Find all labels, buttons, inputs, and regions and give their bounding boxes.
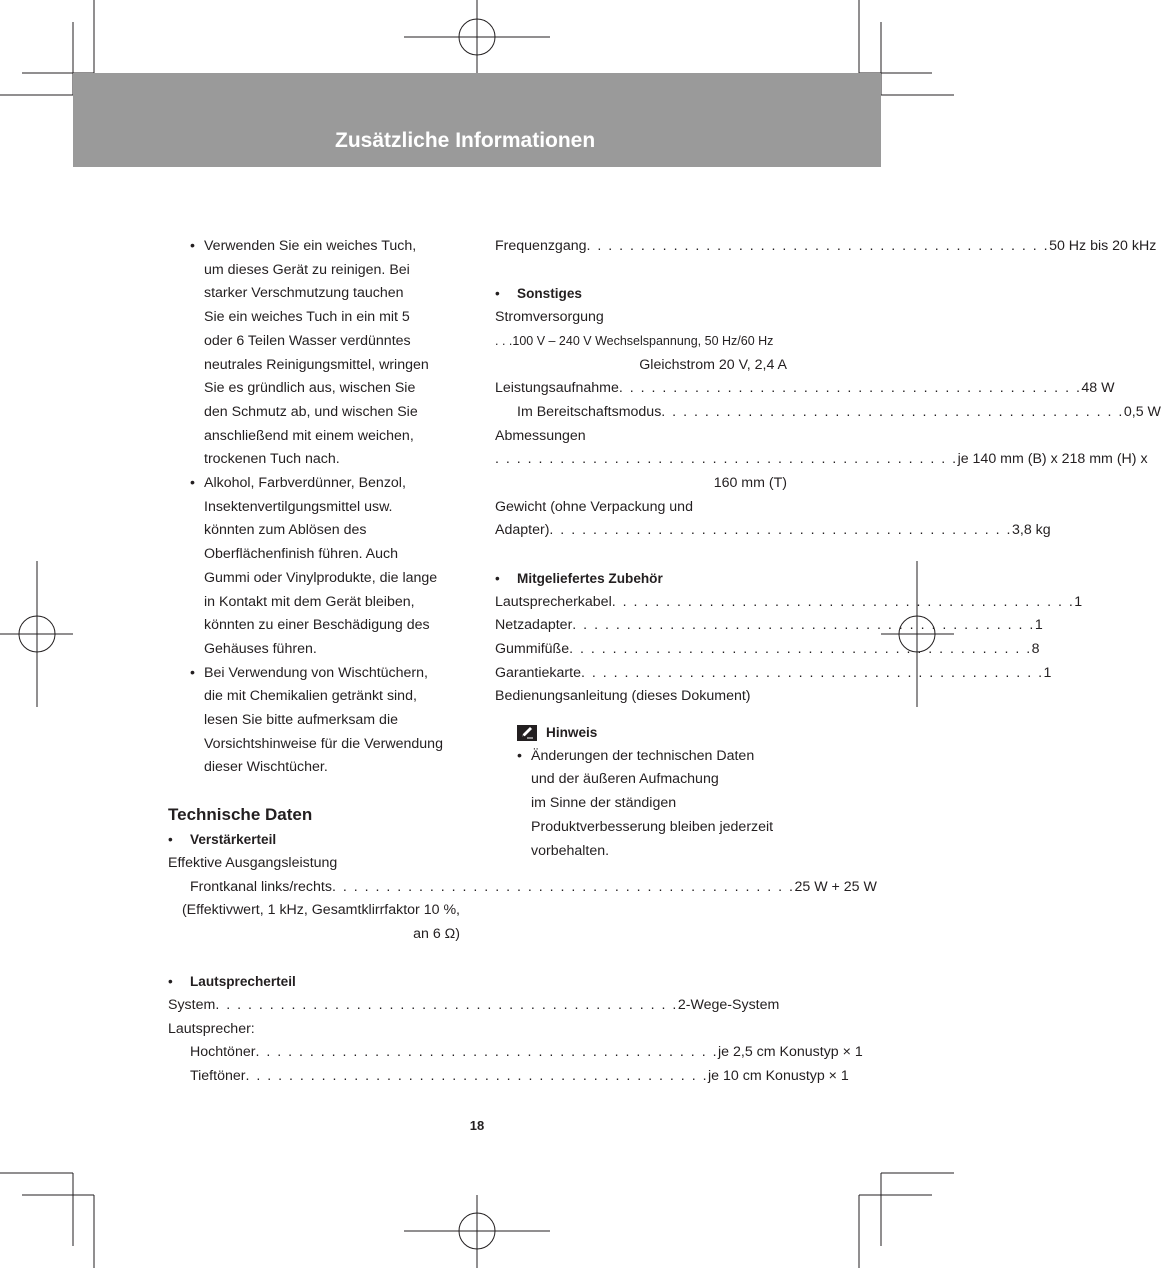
- bullet-dot: •: [517, 747, 522, 764]
- text-line: anschließend mit einem weichen,: [204, 427, 414, 444]
- front-channel-row: [168, 876, 877, 900]
- accessory-row: [495, 591, 1083, 615]
- cleaning-bullet-1: [168, 235, 460, 472]
- manual-line: Bedienungsanleitung (dieses Dokument): [495, 688, 751, 705]
- text-line: um dieses Gerät zu reinigen. Bei: [204, 261, 410, 278]
- spec-label: Frontkanal links/rechts: [190, 878, 332, 895]
- bullet-dot: •: [190, 238, 195, 254]
- spec-value: 25 W + 25 W: [794, 878, 877, 895]
- accessory-row: [495, 638, 1040, 662]
- spec-value: 3,8 kg: [1011, 522, 1051, 539]
- bullet-dot: •: [190, 475, 195, 492]
- text-line: neutrales Reinigungsmittel, wringen: [204, 356, 429, 373]
- spec-value: 2-Wege-System: [677, 997, 780, 1014]
- text-line: dieser Wischtücher.: [204, 759, 328, 776]
- power-supply-label: Stromversorgung: [495, 309, 604, 326]
- spec-label: Garantiekarte: [495, 664, 581, 681]
- spec-value: je 140 mm (B) x 218 mm (H) x: [957, 451, 1148, 468]
- weight-row: [495, 519, 1051, 543]
- text-line: die mit Chemikalien getränkt sind,: [204, 688, 417, 705]
- power-supply-value: . . .100 V – 240 V Wechselspannung, 50 Hz/60 Hz: [495, 333, 774, 348]
- leader-dots: . . . . . . . . . . . . . . . . . . . . . . . . . . . . . . . . . . . . . . . . . . .: [572, 617, 1035, 634]
- leader-dots: . . . . . . . . . . . . . . . . . . . . . . . . . . . . . . . . . . . . . . . . . . .: [255, 1044, 719, 1061]
- spec-label: Gummifüße: [495, 640, 570, 657]
- spec-value: 0,5 W: [1123, 403, 1161, 420]
- note-bullet: [495, 745, 787, 864]
- leader-dots: . . . . . . . . . . . . . . . . . . . . . . . . . . . . . . . . . . . . . . . . . . .: [331, 878, 795, 895]
- consumption-row: [495, 377, 1115, 401]
- front-condition-1: (Effektivwert, 1 kHz, Gesamtklirrfaktor 10 %,: [181, 902, 460, 919]
- spec-value: 50 Hz bis 20 kHz: [1049, 238, 1157, 254]
- misc-title: Sonstiges: [517, 286, 582, 302]
- spec-value: je 10 cm Konustyp × 1: [708, 1068, 849, 1085]
- bullet-dot: •: [168, 832, 173, 848]
- pencil-icon: [517, 725, 537, 741]
- text-line: Sie ein weiches Tuch in ein mit 5: [204, 309, 410, 326]
- header-banner: [73, 73, 881, 167]
- spec-label: Hochtöner: [190, 1044, 256, 1061]
- text-line: könnten zum Ablösen des: [204, 522, 367, 539]
- dc-value: Gleichstrom 20 V, 2,4 A: [639, 356, 787, 373]
- leader-dots: . . . . . . . . . . . . . . . . . . . . . . . . . . . . . . . . . . . . . . . . . . .: [215, 997, 678, 1014]
- speakers-label: Lautsprecher:: [168, 1020, 255, 1037]
- leader-dots: . . . . . . . . . . . . . . . . . . . . . . . . . . . . . . . . . . . . . . . . . . .: [495, 451, 958, 468]
- spec-label: Frequenzgang: [495, 238, 587, 254]
- leader-dots: . . . . . . . . . . . . . . . . . . . . . . . . . . . . . . . . . . . . . . . . . . .: [661, 403, 1124, 420]
- bullet-dot: •: [495, 286, 500, 302]
- note-heading: [517, 721, 787, 745]
- spec-label: Tieftöner: [190, 1068, 246, 1085]
- dimensions-value-2: 160 mm (T): [713, 475, 787, 492]
- woofer-row: [168, 1065, 849, 1089]
- spec-value: 1: [1074, 593, 1083, 610]
- text-line: Sie es gründlich aus, wischen Sie: [204, 380, 416, 397]
- dimensions-label: Abmessungen: [495, 427, 586, 444]
- text-line: Produktverbesserung bleiben jederzeit: [531, 818, 774, 835]
- frequency-row: [495, 235, 1157, 259]
- text-line: Oberflächenfinish führen. Auch: [204, 546, 399, 563]
- text-line: lesen Sie bitte aufmerksam die: [204, 712, 398, 729]
- text-line: könnten zu einer Beschädigung des: [204, 617, 430, 634]
- spec-value: 1: [1043, 664, 1052, 681]
- leader-dots: . . . . . . . . . . . . . . . . . . . . . . . . . . . . . . . . . . . . . . . . . . .: [549, 522, 1012, 539]
- cleaning-bullet-3: [168, 662, 460, 781]
- dimensions-row: [495, 448, 1148, 472]
- accessory-row: [495, 614, 1043, 638]
- standby-row: [495, 401, 1161, 425]
- text-line: Vorsichtshinweise für die Verwendung: [204, 735, 443, 752]
- speaker-section-title: [168, 970, 460, 994]
- cleaning-bullet-2: [168, 472, 460, 662]
- text-line: Gehäuses führen.: [204, 640, 317, 657]
- leader-dots: . . . . . . . . . . . . . . . . . . . . . . . . . . . . . . . . . . . . . . . . . . .: [611, 593, 1075, 610]
- text-line: Insektenvertilgungsmittel usw.: [204, 498, 393, 515]
- text-line: Bei Verwendung von Wischtüchern,: [204, 664, 428, 681]
- spec-label: Im Bereitschaftsmodus: [517, 403, 662, 420]
- right-column: [495, 235, 1161, 863]
- text-line: Verwenden Sie ein weiches Tuch,: [204, 238, 417, 254]
- text-line: trockenen Tuch nach.: [204, 451, 340, 468]
- spec-value: je 2,5 cm Konustyp × 1: [718, 1044, 863, 1061]
- leader-dots: . . . . . . . . . . . . . . . . . . . . . . . . . . . . . . . . . . . . . . . . . . .: [618, 380, 1082, 397]
- text-line: und der äußeren Aufmachung: [531, 771, 719, 788]
- weight-label: Gewicht (ohne Verpackung und: [495, 498, 693, 515]
- spec-value: 48 W: [1081, 380, 1115, 397]
- page-number: 18: [469, 1118, 485, 1133]
- spec-value: 1: [1034, 617, 1043, 634]
- leader-dots: . . . . . . . . . . . . . . . . . . . . . . . . . . . . . . . . . . . . . . . . . . .: [569, 640, 1032, 657]
- text-line: oder 6 Teilen Wasser verdünntes: [204, 332, 411, 349]
- spec-label: Lautsprecherkabel: [495, 593, 612, 610]
- spec-label: Adapter): [495, 522, 550, 539]
- spec-label: Leistungsaufnahme: [495, 380, 619, 397]
- spec-label: Netzadapter: [495, 617, 573, 634]
- amp-section-title: [168, 828, 460, 852]
- note-title: Hinweis: [546, 725, 598, 741]
- misc-section-title: [495, 282, 787, 306]
- tech-data-heading: Technische Daten: [168, 805, 313, 825]
- bullet-dot: •: [190, 664, 195, 681]
- leader-dots: . . . . . . . . . . . . . . . . . . . . . . . . . . . . . . . . . . . . . . . . . . .: [586, 238, 1050, 254]
- spec-label: System: [168, 997, 216, 1014]
- spec-value: 8: [1031, 640, 1040, 657]
- page-title: Zusätzliche Informationen: [335, 129, 596, 152]
- tweeter-row: [168, 1041, 863, 1065]
- leader-dots: . . . . . . . . . . . . . . . . . . . . . . . . . . . . . . . . . . . . . . . . . . .: [580, 664, 1044, 681]
- amp-title: Verstärkerteil: [190, 832, 277, 848]
- text-line: den Schmutz ab, und wischen Sie: [204, 403, 418, 420]
- bullet-dot: •: [168, 974, 173, 990]
- accessories-section-title: [495, 567, 787, 591]
- output-power-label: Effektive Ausgangsleistung: [168, 854, 338, 871]
- accessory-row: [495, 662, 1052, 686]
- text-line: Alkohol, Farbverdünner, Benzol,: [204, 475, 406, 492]
- system-row: [168, 994, 780, 1018]
- leader-dots: . . . . . . . . . . . . . . . . . . . . . . . . . . . . . . . . . . . . . . . . . . .: [245, 1068, 709, 1085]
- accessories-title: Mitgeliefertes Zubehör: [517, 570, 663, 586]
- text-line: Änderungen der technischen Daten: [531, 747, 755, 764]
- bullet-dot: •: [495, 570, 500, 586]
- text-line: starker Verschmutzung tauchen: [204, 285, 404, 302]
- text-line: in Kontakt mit dem Gerät bleiben,: [204, 593, 415, 610]
- front-condition-2: an 6 Ω): [413, 925, 460, 942]
- text-line: im Sinne der ständigen: [531, 795, 677, 812]
- text-line: vorbehalten.: [531, 842, 610, 859]
- text-line: Gummi oder Vinylprodukte, die lange: [204, 569, 438, 586]
- speaker-title: Lautsprecherteil: [190, 974, 296, 990]
